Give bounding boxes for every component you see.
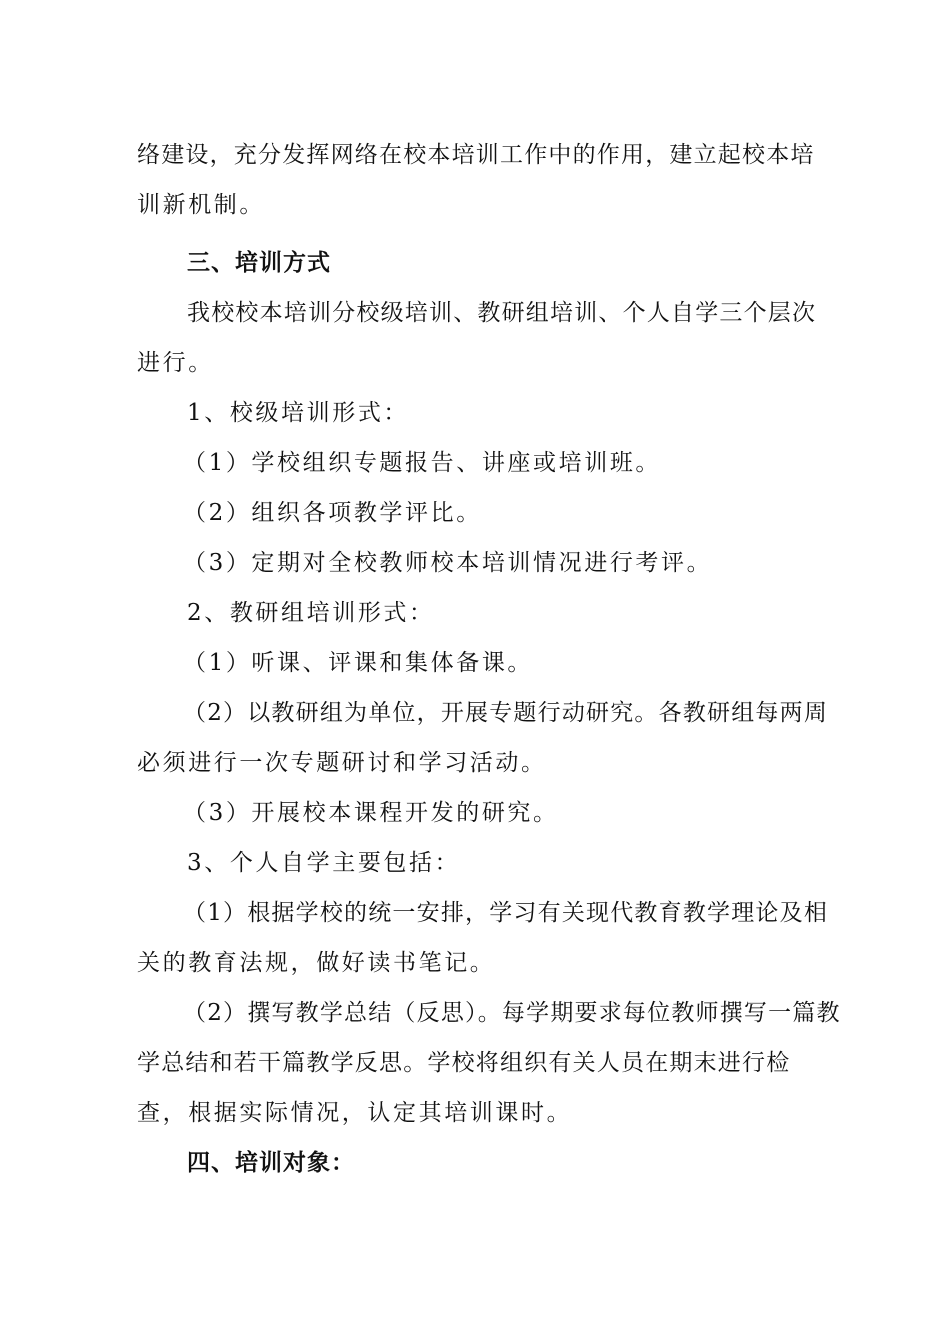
paragraph-line-4: 进行。	[137, 350, 214, 376]
list-item-self-1-cont: 关的教育法规，做好读书笔记。	[137, 950, 496, 976]
list-item-school-3: （3）定期对全校教师校本培训情况进行考评。	[183, 550, 713, 576]
list-item-self-2: （2）撰写教学总结（反思）。每学期要求每位教师撰写一篇教	[183, 1000, 841, 1026]
section-heading-training-methods: 三、培训方式	[187, 250, 331, 276]
subheading-self-study: 3、个人自学主要包括：	[187, 850, 461, 876]
list-item-group-2: （2）以教研组为单位，开展专题行动研究。各教研组每两周	[183, 700, 829, 726]
paragraph-line-1: 络建设，充分发挥网络在校本培训工作中的作用，建立起校本培	[137, 142, 815, 168]
list-item-group-2-cont: 必须进行一次专题研讨和学习活动。	[137, 750, 547, 776]
list-item-group-1: （1）听课、评课和集体备课。	[183, 650, 534, 676]
paragraph-line-2: 训新机制。	[137, 192, 265, 218]
subheading-school-level: 1、校级培训形式：	[187, 400, 410, 426]
subheading-teaching-group: 2、教研组培训形式：	[187, 600, 435, 626]
list-item-group-3: （3）开展校本课程开发的研究。	[183, 800, 559, 826]
list-item-school-2: （2）组织各项教学评比。	[183, 500, 482, 526]
section-heading-training-targets: 四、培训对象：	[187, 1150, 355, 1176]
list-item-school-1: （1）学校组织专题报告、讲座或培训班。	[183, 450, 662, 476]
list-item-self-1: （1）根据学校的统一安排，学习有关现代教育教学理论及相	[183, 900, 829, 926]
paragraph-line-3: 我校校本培训分校级培训、教研组培训、个人自学三个层次	[187, 300, 817, 326]
list-item-self-2-cont-1: 学总结和若干篇教学反思。学校将组织有关人员在期末进行检	[137, 1050, 791, 1076]
list-item-self-2-cont-2: 查，根据实际情况，认定其培训课时。	[137, 1100, 573, 1126]
